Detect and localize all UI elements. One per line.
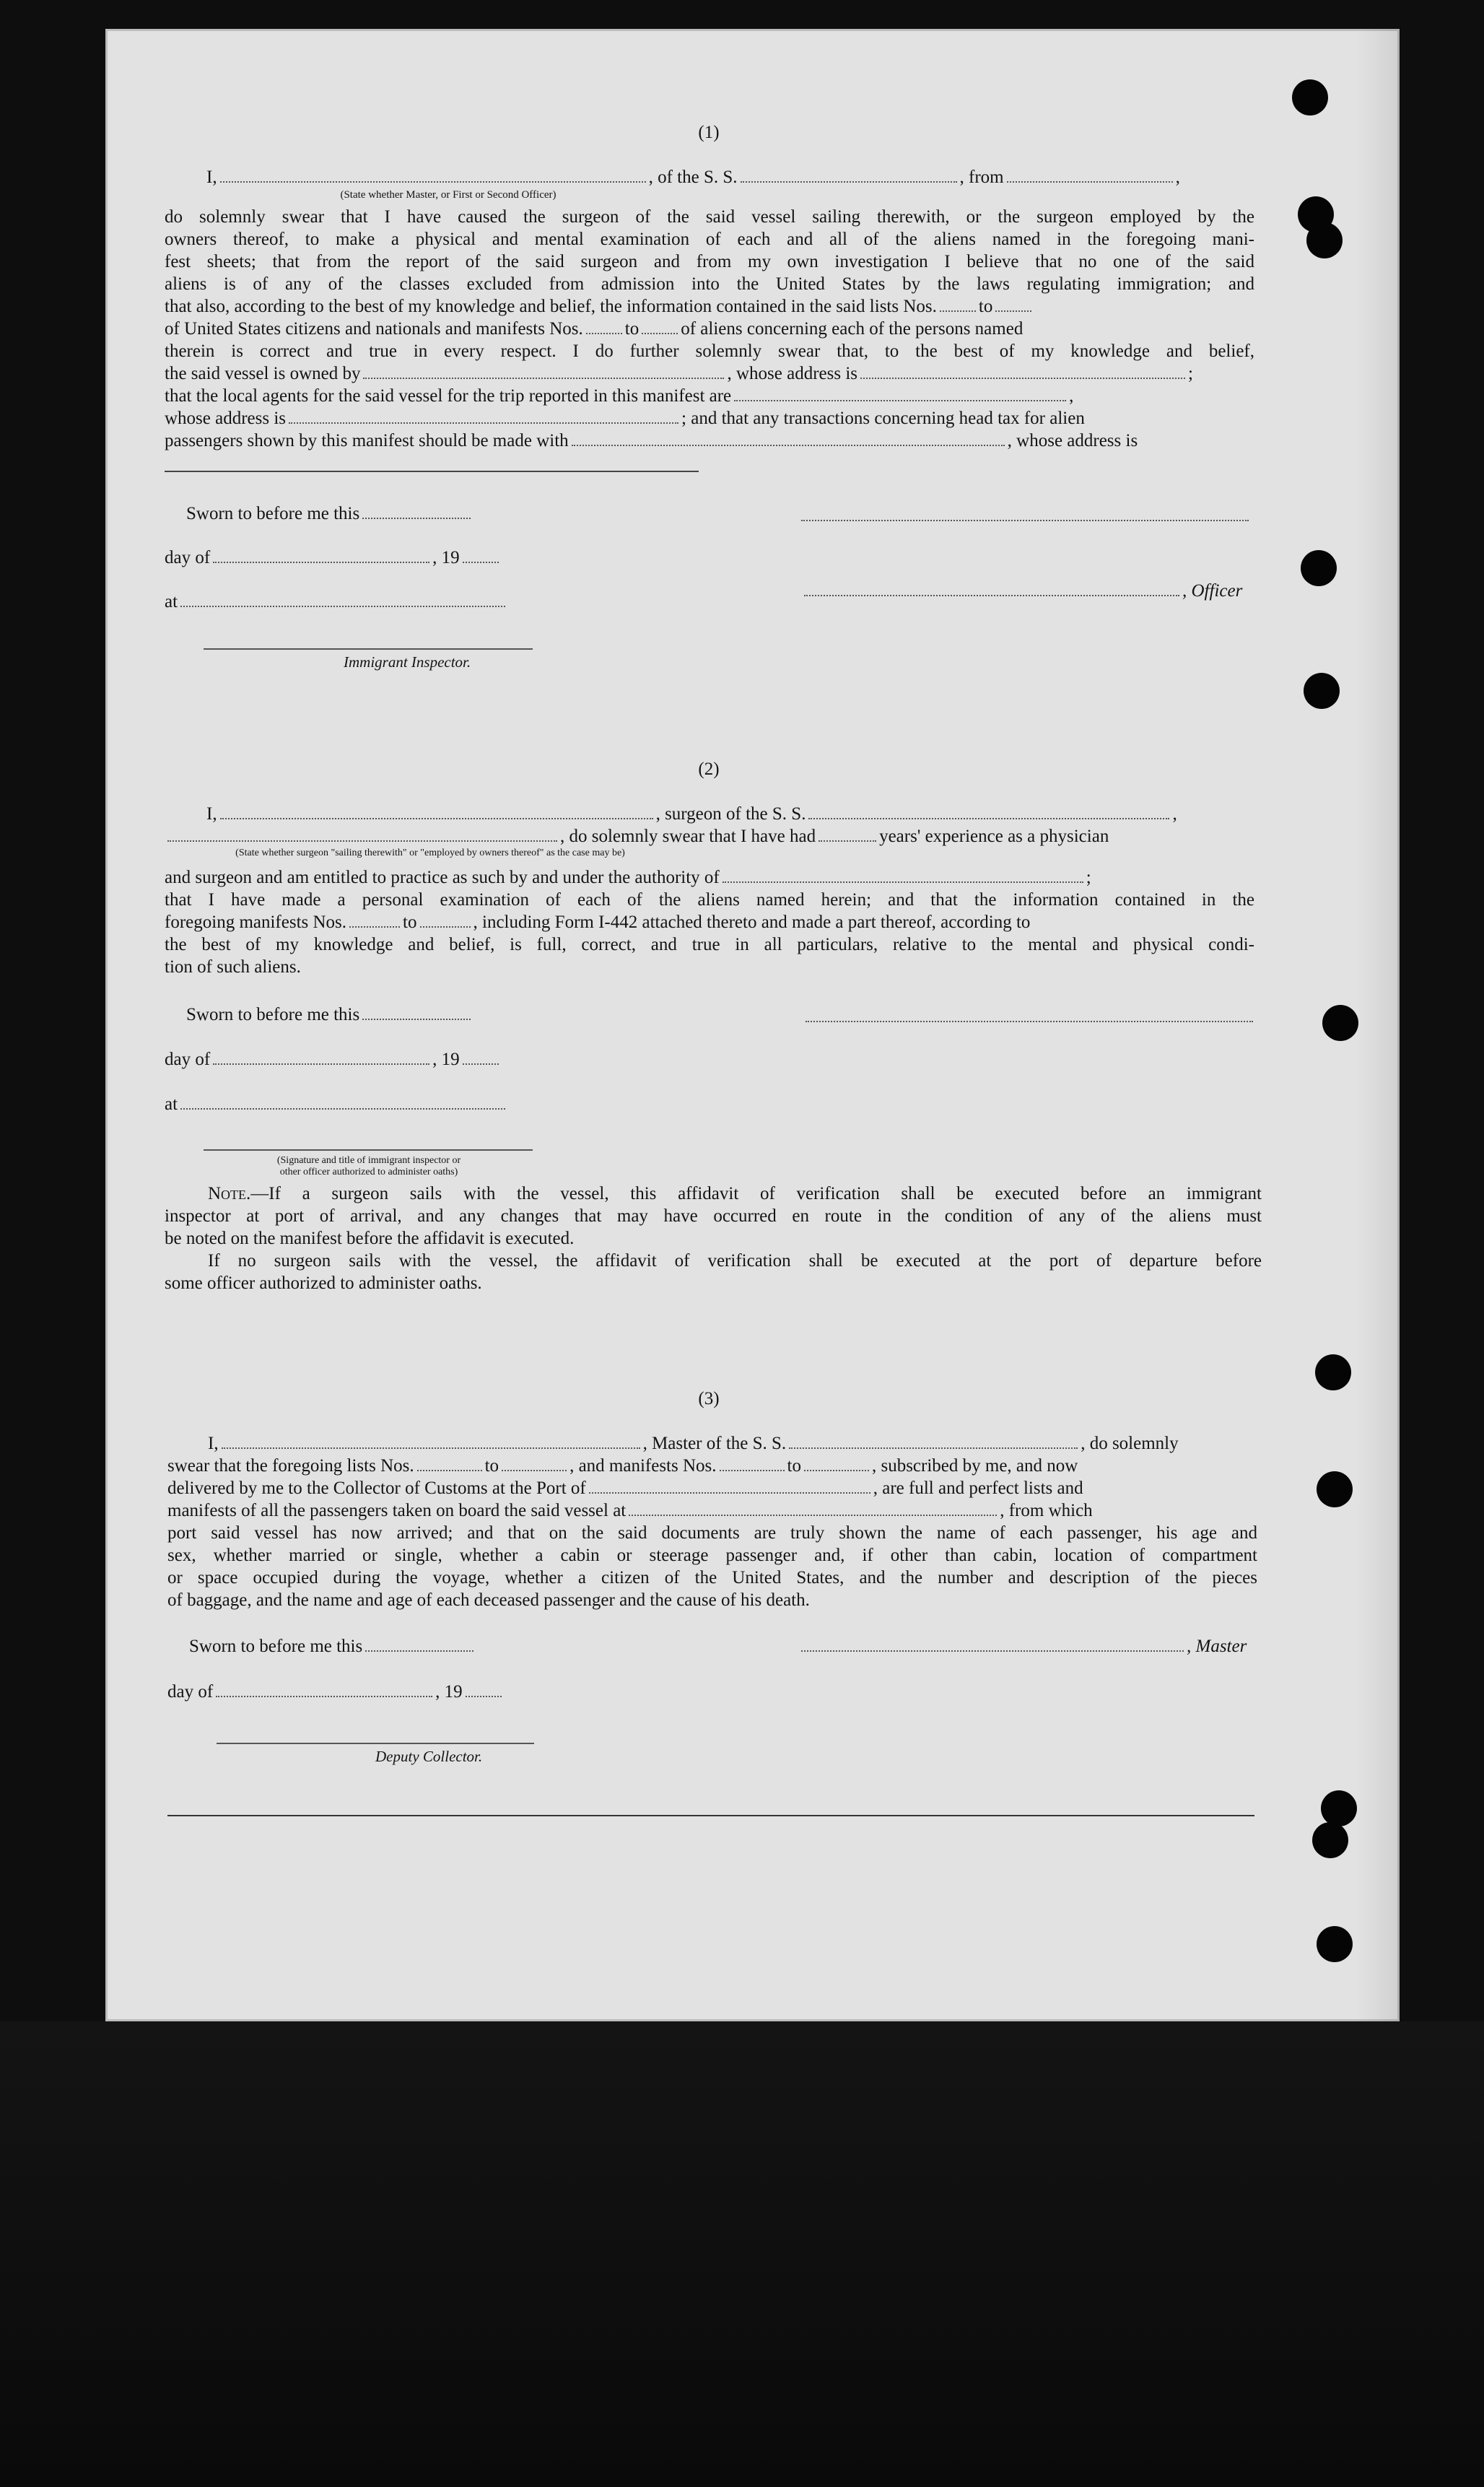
bottom-rule xyxy=(167,1815,1254,1816)
punch-hole xyxy=(1317,1926,1353,1962)
section-1-owned-line: the said vessel is owned by , whose address is ; xyxy=(165,364,1193,383)
section-2-line-5: foregoing manifests Nos. to , including Form I-442 attached thereto and made a part thereof, according to xyxy=(165,913,1031,932)
punch-hole xyxy=(1292,79,1328,116)
section-3-line-1: I, , Master of the S. S. , do solemnly xyxy=(208,1434,1179,1453)
section-3-line-2: swear that the foregoing lists Nos. to , and manifests Nos. to , subscribed by me, and now xyxy=(167,1456,1078,1476)
section-1-citizens-line: of United States citizens and nationals and manifests Nos. to of aliens concerning each of the persons named xyxy=(165,319,1023,339)
at-line: at xyxy=(165,591,508,613)
section-1-passengers-line: passengers shown by this manifest should be made with , whose address is xyxy=(165,431,1138,450)
section-1-line-1: I, , of the S. S. , from , xyxy=(206,167,1180,187)
section-2-heading: (2) xyxy=(698,759,720,779)
punch-hole xyxy=(1312,1822,1348,1858)
note-line-2: inspector at port of arrival, and any changes that may have occurred en route in the condition of any of the aliens must xyxy=(165,1206,1262,1226)
section-3-line-4: manifests of all the passengers taken on board the said vessel at , from which xyxy=(167,1501,1093,1520)
section-1-body-line: do solemnly swear that I have caused the surgeon of the said vessel sailing therewith, or the surgeon employed by the xyxy=(165,207,1254,227)
section-1-agents-line: that the local agents for the said vessel for the trip reported in this manifest are , xyxy=(165,386,1074,406)
surgeon-signature-line xyxy=(806,1021,1253,1022)
section-1-lists-line: that also, according to the best of my knowledge and belief, the information contained in the said lists Nos. to xyxy=(165,295,1262,318)
authorized-officer-signature-line xyxy=(204,1149,533,1151)
section-3-body-line: of baggage, and the name and age of each deceased passenger and the cause of his death. xyxy=(167,1590,810,1610)
master-signature-line: , Master xyxy=(798,1635,1247,1658)
section-1-heading: (1) xyxy=(698,123,720,142)
film-margin-bottom xyxy=(0,2021,1484,2487)
section-2-line-7: tion of such aliens. xyxy=(165,957,301,977)
section-3-heading: (3) xyxy=(698,1389,720,1408)
section-3-body-line: or space occupied during the voyage, whether a citizen of the United States, and the number and description of the pieces xyxy=(167,1568,1257,1587)
authorized-officer-caption: (Signature and title of immigrant inspector or other officer authorized to administer oaths) xyxy=(276,1155,461,1177)
deputy-collector-signature-line xyxy=(217,1743,534,1744)
section-3-body-line: port said vessel has now arrived; and that on the said documents are truly shown the name of each passenger, his age and xyxy=(167,1523,1257,1543)
punch-hole xyxy=(1306,222,1343,258)
section-2-line-1: I, , surgeon of the S. S. , xyxy=(206,804,1177,824)
inspector-signature-line xyxy=(204,648,533,650)
day-of-line-2: day of , 19 xyxy=(165,1048,502,1071)
section-1-body-line: fest sheets; that from the report of the said surgeon and from my own investigation I believe that no one of the said xyxy=(165,252,1254,271)
day-of-line: day of , 19 xyxy=(165,546,502,569)
at-line-2: at xyxy=(165,1093,508,1115)
note-line-5: some officer authorized to administer oaths. xyxy=(165,1273,482,1293)
section-3-body-line: sex, whether married or single, whether a cabin or steerage passenger and, if other than cabin, location of compartment xyxy=(167,1546,1257,1565)
sworn-before-me-3: Sworn to before me this xyxy=(189,1635,476,1658)
officer-caption: (State whether Master, or First or Second Officer) xyxy=(340,189,556,201)
surgeon-caption: (State whether surgeon "sailing therewith" or "employed by owners thereof" as the case may be) xyxy=(235,848,625,858)
section-1-correct-line: therein is correct and true in every respect. I do further solemnly swear that, to the best of my knowledge and belief, xyxy=(165,341,1254,361)
officer-signature-line-1 xyxy=(801,520,1249,521)
punch-hole xyxy=(1322,1005,1358,1041)
punch-hole xyxy=(1321,1790,1357,1826)
punch-hole xyxy=(1304,673,1340,709)
section-2-line-6: the best of my knowledge and belief, is full, correct, and true in all particulars, relative to the mental and physical condi- xyxy=(165,935,1254,954)
section-1-underline xyxy=(165,471,699,472)
section-1-body-line: owners thereof, to make a physical and mental examination of each and all of the aliens named in the foregoing mani- xyxy=(165,230,1254,249)
punch-hole xyxy=(1315,1354,1351,1390)
section-1-body-line: aliens is of any of the classes excluded from admission into the United States by the laws regulating immigration; and xyxy=(165,274,1254,294)
note-line-3: be noted on the manifest before the affidavit is executed. xyxy=(165,1229,575,1248)
punch-hole xyxy=(1301,550,1337,586)
note-line-4: If no surgeon sails with the vessel, the affidavit of verification shall be executed at the port of departure before xyxy=(208,1251,1262,1271)
officer-signature-line-2: , Officer xyxy=(801,580,1242,602)
section-1-address-line: whose address is ; and that any transactions concerning head tax for alien xyxy=(165,409,1085,428)
immigrant-inspector-label: Immigrant Inspector. xyxy=(344,653,471,671)
page-edge-shadow xyxy=(1356,29,1400,2021)
day-of-line-3: day of , 19 xyxy=(167,1681,505,1703)
sworn-before-me: Sworn to before me this xyxy=(186,502,473,525)
document-page xyxy=(105,29,1400,2021)
deputy-collector-label: Deputy Collector. xyxy=(375,1748,483,1765)
section-2-line-4: that I have made a personal examination of each of the aliens named herein; and that the information contained in the xyxy=(165,890,1254,910)
section-2-line-3: and surgeon and am entitled to practice as such by and under the authority of ; xyxy=(165,868,1091,887)
note-line-1: Note.—If a surgeon sails with the vessel, this affidavit of verification shall be executed before an immigrant xyxy=(208,1184,1262,1203)
sworn-before-me-2: Sworn to before me this xyxy=(186,1003,473,1026)
section-3-line-3: delivered by me to the Collector of Customs at the Port of , are full and perfect lists and xyxy=(167,1478,1083,1498)
section-2-line-2: , do solemnly swear that I have had years' experience as a physician xyxy=(165,825,1262,848)
